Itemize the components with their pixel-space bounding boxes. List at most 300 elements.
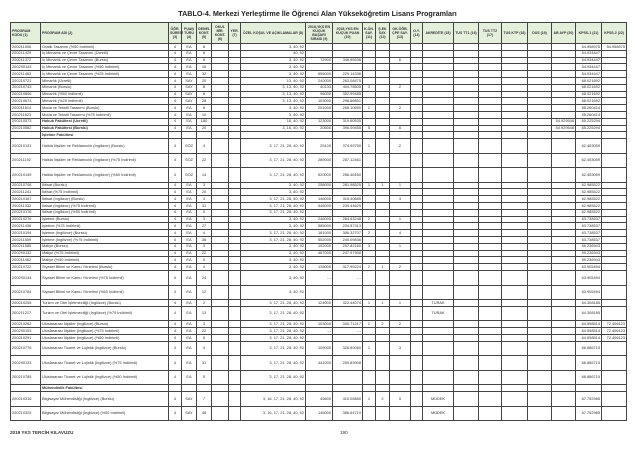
cell-min-score: 250.83908 — [333, 356, 363, 371]
cell-special-conditions: 3, 40, 92 — [241, 44, 306, 51]
cell-gy — [411, 209, 423, 216]
cell-tus-ktp — [502, 334, 528, 341]
cell-min-rank — [306, 334, 333, 341]
cell-tus-tt1 — [454, 98, 479, 105]
cell-program-name: Siyaset Bilimi ve Kamu Yönetimi (%75 İndirimli) — [41, 271, 169, 286]
cell-min-rank: 109000 — [306, 341, 333, 356]
cell-placed — [229, 105, 241, 112]
cell-placed — [229, 209, 241, 216]
cell-tus-tt1 — [454, 271, 479, 286]
cell-tus-ktp — [502, 168, 528, 183]
cell-program-name: Mimarlık (%25 İndirimli) — [41, 98, 169, 105]
cell-kpss-2 — [602, 216, 627, 223]
cell-placed — [229, 50, 241, 57]
cell-ok-ogb — [390, 328, 411, 335]
cell-special-conditions: 3, 17, 21, 28, 40, 92 — [241, 370, 306, 385]
cell-placed — [229, 71, 241, 78]
cell-tus-ktp — [502, 216, 528, 223]
cell-school-quota — [212, 84, 229, 91]
cell-ok-ogb — [390, 250, 411, 257]
cell-special-conditions: 3, 16, 17, 21, 28, 40, 92 — [241, 392, 306, 407]
cell-k-on — [363, 57, 376, 64]
cell-general-quota: 31 — [197, 203, 212, 210]
cell-placed — [229, 125, 241, 132]
cell-general-quota: 20 — [197, 125, 212, 132]
header-tus-tt2: TUS TT2 (17) — [479, 23, 502, 44]
cell-min-rank — [306, 50, 333, 57]
cell-placed — [229, 300, 241, 307]
cell-kpss-2 — [602, 203, 627, 210]
cell-tus-ktp — [502, 153, 528, 168]
cell-tus-tt2 — [479, 84, 502, 91]
cell-program-name: İktisat (%75 İndirimli) — [41, 189, 169, 196]
cell-dus — [528, 189, 552, 196]
cell-duration: 4 — [169, 216, 182, 223]
cell-dus — [528, 285, 552, 300]
cell-kpss-2 — [602, 230, 627, 237]
cell-ok-ogb — [390, 223, 411, 230]
cell-ab-ayp — [552, 168, 576, 183]
cell-score-type: EA — [182, 125, 197, 132]
cell-program-name: Mimarlık (Burslu) — [41, 84, 169, 91]
cell-general-quota: 16 — [197, 64, 212, 71]
cell-kpss-1: 59.236943 — [576, 243, 602, 250]
cell-ab-ayp — [552, 370, 576, 385]
cell-tus-ktp — [502, 300, 528, 307]
cell-program-code: 200211623 — [11, 111, 41, 118]
cell-tus-tt2 — [479, 139, 502, 154]
cell-duration: 4 — [169, 196, 182, 203]
cell-s-ek — [376, 71, 390, 78]
cell-program-name: İşletme (%75 İndirimli) — [41, 223, 169, 230]
cell-ok-ogb — [390, 111, 411, 118]
cell-kpss-1: 63.905494 — [576, 264, 602, 271]
table-row — [11, 216, 627, 223]
cell-s-ek — [376, 132, 390, 139]
cell-program-code: 200290144 — [11, 271, 41, 286]
cell-tus-tt2 — [479, 203, 502, 210]
cell-program-name: Moda ve Tekstil Tasarımı (Burslu) — [41, 105, 169, 112]
cell-min-score — [333, 50, 363, 57]
cell-tus-tt1 — [454, 105, 479, 112]
cell-program-code: 200211436 — [11, 223, 41, 230]
cell-tus-tt2 — [479, 98, 502, 105]
cell-placed — [229, 216, 241, 223]
cell-dus — [528, 306, 552, 321]
cell-placed — [229, 406, 241, 421]
header-ab-ayp: AB AYP (20) — [552, 23, 576, 44]
cell-tus-tt2 — [479, 57, 502, 64]
cell-ab-ayp — [552, 237, 576, 244]
cell-program-code — [11, 132, 41, 139]
cell-min-score: 263.08475 — [333, 77, 363, 84]
cell-min-score — [333, 334, 363, 341]
cell-placed — [229, 385, 241, 392]
cell-accreditation — [423, 264, 454, 271]
cell-gy — [411, 44, 423, 51]
cell-general-quota: 3 — [197, 321, 212, 328]
cell-kpss-2 — [602, 189, 627, 196]
cell-program-code: 200210743 — [11, 84, 41, 91]
cell-score-type: EA — [182, 44, 197, 51]
cell-special-conditions: 3, 17, 21, 28, 40, 92 — [241, 321, 306, 328]
page-title: TABLO-4. Merkezi Yerleştirme İle Öğrenci Alan Yükseköğretim Lisans Programları — [178, 9, 457, 18]
cell-special-conditions: 3, 16, 40, 92 — [241, 125, 306, 132]
cell-kpss-2 — [602, 71, 627, 78]
header-program-name: PROGRAM ADI (2) — [41, 23, 169, 44]
cell-tus-tt1 — [454, 385, 479, 392]
cell-kpss-2 — [602, 392, 627, 407]
cell-kpss-1: 62.985522 — [576, 189, 602, 196]
cell-dus — [528, 385, 552, 392]
cell-program-code: 200210167 — [11, 196, 41, 203]
cell-ok-ogb — [390, 306, 411, 321]
cell-accreditation — [423, 77, 454, 84]
cell-gy — [411, 189, 423, 196]
cell-tus-tt2 — [479, 306, 502, 321]
cell-kpss-1: 54.934447 — [576, 57, 602, 64]
cell-ab-ayp — [552, 203, 576, 210]
cell-k-on — [363, 132, 376, 139]
cell-tus-tt1 — [454, 230, 479, 237]
header-placed: YER. (7) — [229, 23, 241, 44]
cell-program-code: 200210806 — [11, 91, 41, 98]
cell-duration: 4 — [169, 153, 182, 168]
table-row — [11, 84, 627, 91]
cell-score-type: EA — [182, 230, 197, 237]
cell-score-type: EA — [182, 257, 197, 264]
cell-kpss-1: 63.738537 — [576, 216, 602, 223]
cell-general-quota: 27 — [197, 223, 212, 230]
cell-ok-ogb — [390, 50, 411, 57]
cell-program-code — [11, 385, 41, 392]
cell-ok-ogb: 1 — [390, 182, 411, 189]
cell-kpss-1: 68.021692 — [576, 91, 602, 98]
cell-placed — [229, 356, 241, 371]
cell-ok-ogb: 1 — [390, 243, 411, 250]
cell-kpss-2 — [602, 196, 627, 203]
header-min-score: 2018-YKS EN KÜÇÜK PUAN (10) — [333, 23, 363, 44]
cell-ok-ogb: 1 — [390, 216, 411, 223]
table-row — [11, 300, 627, 307]
cell-tus-ktp — [502, 328, 528, 335]
cell-k-on — [363, 50, 376, 57]
cell-min-score: --- — [333, 328, 363, 335]
cell-min-rank: 656000 — [306, 71, 333, 78]
cell-program-name: İktisat (İngilizce) (%75 İndirimli) — [41, 203, 169, 210]
cell-min-rank — [306, 64, 333, 71]
cell-general-quota: 8 — [197, 57, 212, 64]
cell-dus — [528, 105, 552, 112]
cell-program-name: Siyaset Bilimi ve Kamu Yönetimi (%50 İndirimli) — [41, 285, 169, 300]
cell-kpss-1: 63.738537 — [576, 230, 602, 237]
cell-special-conditions: 3, 17, 21, 28, 40, 92 — [241, 230, 306, 237]
cell-school-quota — [212, 328, 229, 335]
cell-tus-tt1 — [454, 370, 479, 385]
cell-special-conditions — [241, 385, 306, 392]
cell-min-score: 268.10690 — [333, 105, 363, 112]
cell-ok-ogb — [390, 71, 411, 78]
cell-program-code: 200210325 — [11, 406, 41, 421]
table-row — [11, 370, 627, 385]
cell-program-name: Moda ve Tekstil Tasarımı (%75 İndirimli) — [41, 111, 169, 118]
table-row — [11, 341, 627, 356]
cell-accreditation: MÜDEK — [423, 392, 454, 407]
cell-program-code: 200290132 — [11, 250, 41, 257]
cell-kpss-2 — [602, 271, 627, 286]
cell-placed — [229, 230, 241, 237]
cell-score-type: SÖZ — [182, 168, 197, 183]
table-row — [11, 125, 627, 132]
cell-tus-tt1 — [454, 223, 479, 230]
cell-program-name: İşletme (İngilizce) (Burslu) — [41, 230, 169, 237]
cell-score-type: SAY — [182, 91, 197, 98]
cell-dus — [528, 118, 552, 125]
cell-general-quota: 22 — [197, 250, 212, 257]
cell-kpss-2 — [602, 64, 627, 71]
cell-min-score: 306.32707 — [333, 230, 363, 237]
cell-gy — [411, 91, 423, 98]
cell-accreditation — [423, 321, 454, 328]
page-number: 190 — [340, 430, 348, 435]
cell-general-quota: 12 — [197, 285, 212, 300]
cell-dus — [528, 257, 552, 264]
cell-tus-tt2 — [479, 334, 502, 341]
cell-accreditation — [423, 285, 454, 300]
cell-special-conditions: 3, 17, 21, 28, 40, 92 — [241, 300, 306, 307]
faculty-section-row — [11, 385, 627, 392]
cell-dus — [528, 50, 552, 57]
cell-general-quota: 4 — [197, 196, 212, 203]
cell-program-name: İç Mimarlık ve Çevre Tasarımı (Ücretli) — [41, 50, 169, 57]
cell-kpss-1: 64.598514 — [576, 328, 602, 335]
cell-kpss-1 — [576, 385, 602, 392]
cell-program-code: 200210784 — [11, 285, 41, 300]
cell-ab-ayp — [552, 271, 576, 286]
cell-kpss-1: 64.308185 — [576, 306, 602, 321]
cell-program-code: 200211217 — [11, 306, 41, 321]
cell-ab-ayp — [552, 153, 576, 168]
cell-accreditation — [423, 271, 454, 286]
cell-kpss-1: 62.985522 — [576, 182, 602, 189]
table-row — [11, 237, 627, 244]
cell-min-score: 315.40685 — [333, 196, 363, 203]
cell-ab-ayp — [552, 50, 576, 57]
cell-school-quota — [212, 385, 229, 392]
cell-accreditation — [423, 105, 454, 112]
cell-general-quota: 4 — [197, 139, 212, 154]
cell-special-conditions: 3, 40, 92 — [241, 285, 306, 300]
cell-kpss-1: 62.453059 — [576, 139, 602, 154]
cell-min-rank: 552000 — [306, 237, 333, 244]
cell-special-conditions: 3, 13, 40, 92 — [241, 98, 306, 105]
cell-ab-ayp: 54.929548 — [552, 118, 576, 125]
cell-program-name: Turizm ve Otel İşletmeciliği (İngilizce) (%75 İndirimli) — [41, 306, 169, 321]
cell-duration: 4 — [169, 406, 182, 421]
cell-score-type: EA — [182, 196, 197, 203]
cell-tus-ktp — [502, 209, 528, 216]
cell-kpss-2 — [602, 91, 627, 98]
cell-tus-ktp — [502, 356, 528, 371]
cell-tus-ktp — [502, 64, 528, 71]
cell-placed — [229, 334, 241, 341]
cell-program-code: 200210176 — [11, 209, 41, 216]
cell-school-quota — [212, 392, 229, 407]
header-school-quota: OKUL BİR. KONT. (6) — [212, 23, 229, 44]
cell-general-quota: 48 — [197, 406, 212, 421]
cell-tus-ktp — [502, 385, 528, 392]
cell-min-rank: --- — [306, 271, 333, 286]
cell-tus-tt1 — [454, 64, 479, 71]
table-row — [11, 168, 627, 183]
cell-program-name: Maliye (%75 İndirimli) — [41, 250, 169, 257]
cell-kpss-1: 59.236943 — [576, 257, 602, 264]
cell-ab-ayp — [552, 285, 576, 300]
cell-dus — [528, 406, 552, 421]
cell-general-quota: 5 — [197, 257, 212, 264]
cell-gy — [411, 57, 423, 64]
cell-s-ek — [376, 243, 390, 250]
cell-tus-ktp — [502, 306, 528, 321]
cell-general-quota: 5 — [197, 209, 212, 216]
cell-score-type: EA — [182, 328, 197, 335]
cell-tus-tt2 — [479, 91, 502, 98]
cell-dus — [528, 356, 552, 371]
cell-accreditation — [423, 341, 454, 356]
cell-program-code: 200210722 — [11, 264, 41, 271]
cell-special-conditions: 3, 17, 21, 28, 40, 92 — [241, 153, 306, 168]
cell-s-ek — [376, 139, 390, 154]
cell-kpss-2 — [602, 168, 627, 183]
cell-program-code: 200290143 — [11, 64, 41, 71]
cell-duration: 4 — [169, 182, 182, 189]
cell-tus-tt2 — [479, 209, 502, 216]
cell-accreditation — [423, 44, 454, 51]
cell-kpss-2 — [602, 139, 627, 154]
cell-program-name: Maliye (%50 İndirimli) — [41, 257, 169, 264]
cell-kpss-1: 68.021692 — [576, 98, 602, 105]
cell-dus — [528, 71, 552, 78]
cell-k-on — [363, 91, 376, 98]
cell-kpss-2 — [602, 50, 627, 57]
cell-dus — [528, 341, 552, 356]
cell-tus-ktp — [502, 98, 528, 105]
cell-kpss-1: 67.752985 — [576, 406, 602, 421]
cell-general-quota: 4 — [197, 230, 212, 237]
cell-s-ek — [376, 223, 390, 230]
table-row — [11, 328, 627, 335]
cell-tus-ktp — [502, 250, 528, 257]
cell-tus-tt1 — [454, 84, 479, 91]
cell-school-quota — [212, 243, 229, 250]
cell-special-conditions: 3, 17, 21, 28, 40, 92 — [241, 203, 306, 210]
cell-k-on — [363, 385, 376, 392]
cell-program-code: 200211506 — [11, 44, 41, 51]
table-row — [11, 57, 627, 64]
cell-program-name: Halkla İlişkiler ve Reklamcılık (İngilizce) (%50 İndirimli) — [41, 168, 169, 183]
cell-placed — [229, 271, 241, 286]
cell-school-quota — [212, 64, 229, 71]
cell-dus — [528, 328, 552, 335]
cell-kpss-2 — [602, 223, 627, 230]
cell-duration: 4 — [169, 111, 182, 118]
cell-min-score — [333, 132, 363, 139]
cell-kpss-2 — [602, 243, 627, 250]
cell-k-on — [363, 196, 376, 203]
cell-tus-tt1 — [454, 153, 479, 168]
cell-program-name: İktisat (İngilizce) (%50 İndirimli) — [41, 209, 169, 216]
table-row — [11, 71, 627, 78]
cell-gy — [411, 392, 423, 407]
cell-duration: 4 — [169, 334, 182, 341]
cell-school-quota — [212, 264, 229, 271]
cell-tus-ktp — [502, 84, 528, 91]
cell-score-type: EA — [182, 356, 197, 371]
cell-tus-tt1 — [454, 77, 479, 84]
cell-kpss-2 — [602, 118, 627, 125]
header-duration: ÖĞR. SÜRESİ (3) — [169, 23, 182, 44]
cell-special-conditions: 3, 16, 17, 21, 28, 40, 92 — [241, 406, 306, 421]
cell-school-quota — [212, 57, 229, 64]
cell-ok-ogb — [390, 406, 411, 421]
cell-placed — [229, 84, 241, 91]
cell-school-quota — [212, 250, 229, 257]
cell-tus-tt1 — [454, 57, 479, 64]
cell-school-quota — [212, 285, 229, 300]
cell-duration: 4 — [169, 71, 182, 78]
table-row — [11, 334, 627, 341]
cell-gy — [411, 334, 423, 341]
cell-gy — [411, 237, 423, 244]
cell-school-quota — [212, 223, 229, 230]
cell-gy — [411, 203, 423, 210]
cell-ok-ogb — [390, 77, 411, 84]
cell-gy — [411, 370, 423, 385]
cell-tus-ktp — [502, 111, 528, 118]
cell-score-type: EA — [182, 285, 197, 300]
table-row — [11, 118, 627, 125]
cell-accreditation — [423, 334, 454, 341]
cell-general-quota: 10 — [197, 111, 212, 118]
cell-placed — [229, 64, 241, 71]
cell-special-conditions: 3, 40, 92 — [241, 250, 306, 257]
table-row — [11, 44, 627, 51]
cell-gy — [411, 385, 423, 392]
cell-gy — [411, 257, 423, 264]
cell-tus-ktp — [502, 139, 528, 154]
cell-s-ek — [376, 111, 390, 118]
table-row — [11, 406, 627, 421]
cell-duration: 4 — [169, 57, 182, 64]
cell-min-score: 281.98525 — [333, 182, 363, 189]
cell-program-code: 200211463 — [11, 71, 41, 78]
cell-ab-ayp — [552, 250, 576, 257]
cell-k-on — [363, 209, 376, 216]
cell-score-type: SÖZ — [182, 139, 197, 154]
table-row — [11, 271, 627, 286]
cell-duration: 4 — [169, 203, 182, 210]
cell-kpss-1 — [576, 132, 602, 139]
cell-tus-ktp — [502, 285, 528, 300]
cell-kpss-2 — [602, 98, 627, 105]
cell-placed — [229, 139, 241, 154]
cell-s-ek — [376, 257, 390, 264]
cell-tus-ktp — [502, 237, 528, 244]
cell-school-quota — [212, 77, 229, 84]
cell-kpss-1: 66.886715 — [576, 341, 602, 356]
cell-min-score: 366.64710 — [333, 406, 363, 421]
cell-kpss-2 — [602, 370, 627, 385]
